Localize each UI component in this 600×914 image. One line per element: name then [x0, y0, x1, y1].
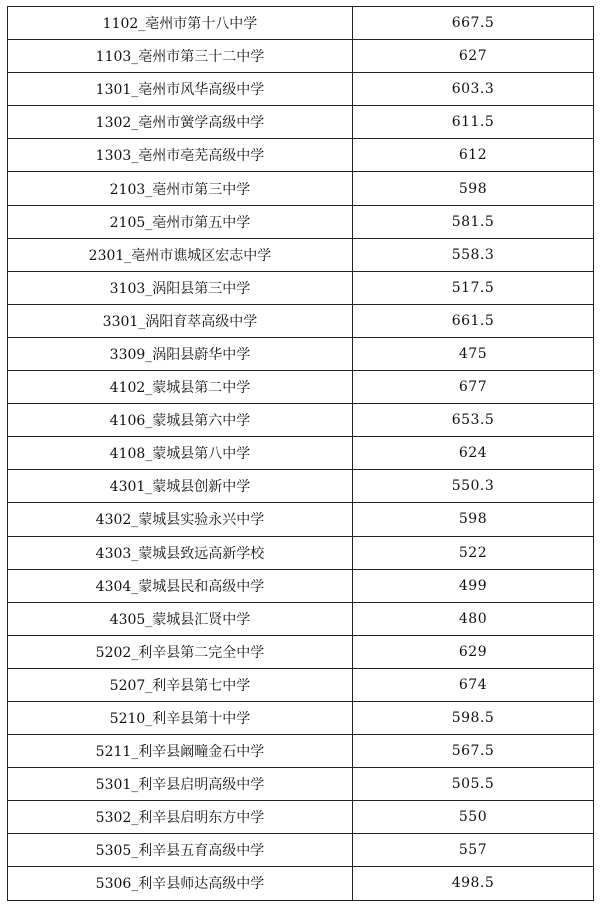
score-cell: 558.3 [353, 238, 594, 271]
table-row [8, 40, 594, 73]
score-cell: 550.3 [353, 470, 594, 503]
school-cell: 4304_蒙城县民和高级中学 [8, 569, 353, 602]
score-cell: 603.3 [353, 73, 594, 106]
table-row [8, 668, 594, 701]
table-row [8, 106, 594, 139]
school-cell: 2301_亳州市谯城区宏志中学 [8, 238, 353, 271]
table-row [8, 801, 594, 834]
table-row [8, 271, 594, 304]
school-cell: 4102_蒙城县第二中学 [8, 371, 353, 404]
table-row [8, 735, 594, 768]
table-row [8, 635, 594, 668]
score-cell: 653.5 [353, 404, 594, 437]
school-cell: 4302_蒙城县实验永兴中学 [8, 503, 353, 536]
table-row [8, 602, 594, 635]
score-table-body [8, 7, 594, 901]
table-row [8, 371, 594, 404]
score-cell: 627 [353, 40, 594, 73]
table-row [8, 470, 594, 503]
score-cell: 629 [353, 635, 594, 668]
school-cell: 3309_涡阳县蔚华中学 [8, 337, 353, 370]
score-cell: 517.5 [353, 271, 594, 304]
school-cell: 5210_利辛县第十中学 [8, 701, 353, 734]
school-cell: 5211_利辛县阚疃金石中学 [8, 735, 353, 768]
score-cell: 598.5 [353, 701, 594, 734]
table-row [8, 238, 594, 271]
table-row [8, 437, 594, 470]
table-row [8, 834, 594, 867]
score-cell: 475 [353, 337, 594, 370]
school-cell: 4305_蒙城县汇贤中学 [8, 602, 353, 635]
table-row [8, 337, 594, 370]
table-row [8, 867, 594, 900]
table-row [8, 7, 594, 40]
school-cell: 2103_亳州市第三中学 [8, 172, 353, 205]
school-cell: 5302_利辛县启明东方中学 [8, 801, 353, 834]
school-cell: 1301_亳州市风华高级中学 [8, 73, 353, 106]
school-cell: 1103_亳州市第三十二中学 [8, 40, 353, 73]
school-cell: 2105_亳州市第五中学 [8, 205, 353, 238]
score-cell: 598 [353, 503, 594, 536]
score-cell: 567.5 [353, 735, 594, 768]
table-row [8, 569, 594, 602]
school-cell: 1102_亳州市第十八中学 [8, 7, 353, 40]
school-cell: 3301_涡阳育萃高级中学 [8, 304, 353, 337]
score-cell: 611.5 [353, 106, 594, 139]
score-cell: 674 [353, 668, 594, 701]
table-row [8, 404, 594, 437]
table-row [8, 701, 594, 734]
school-cell: 4301_蒙城县创新中学 [8, 470, 353, 503]
score-cell: 505.5 [353, 768, 594, 801]
score-cell: 677 [353, 371, 594, 404]
score-cell: 557 [353, 834, 594, 867]
table-row [8, 172, 594, 205]
score-cell: 598 [353, 172, 594, 205]
table-row [8, 73, 594, 106]
school-cell: 5202_利辛县第二完全中学 [8, 635, 353, 668]
school-cell: 4108_蒙城县第八中学 [8, 437, 353, 470]
score-cell: 667.5 [353, 7, 594, 40]
school-cell: 5305_利辛县五育高级中学 [8, 834, 353, 867]
table-row [8, 768, 594, 801]
table-row [8, 503, 594, 536]
school-cell: 5301_利辛县启明高级中学 [8, 768, 353, 801]
school-cell: 5306_利辛县师达高级中学 [8, 867, 353, 900]
score-cell: 581.5 [353, 205, 594, 238]
score-cell: 550 [353, 801, 594, 834]
score-cell: 522 [353, 536, 594, 569]
table-row [8, 205, 594, 238]
score-table-container [7, 6, 593, 901]
score-cell: 624 [353, 437, 594, 470]
score-cell: 661.5 [353, 304, 594, 337]
school-cell: 4106_蒙城县第六中学 [8, 404, 353, 437]
score-cell: 612 [353, 139, 594, 172]
table-row [8, 304, 594, 337]
school-cell: 3103_涡阳县第三中学 [8, 271, 353, 304]
score-cell: 480 [353, 602, 594, 635]
score-table [7, 6, 594, 901]
school-cell: 1302_亳州市黉学高级中学 [8, 106, 353, 139]
score-cell: 499 [353, 569, 594, 602]
score-cell: 498.5 [353, 867, 594, 900]
school-cell: 4303_蒙城县致远高新学校 [8, 536, 353, 569]
table-row [8, 139, 594, 172]
school-cell: 1303_亳州市亳芜高级中学 [8, 139, 353, 172]
school-cell: 5207_利辛县第七中学 [8, 668, 353, 701]
table-row [8, 536, 594, 569]
